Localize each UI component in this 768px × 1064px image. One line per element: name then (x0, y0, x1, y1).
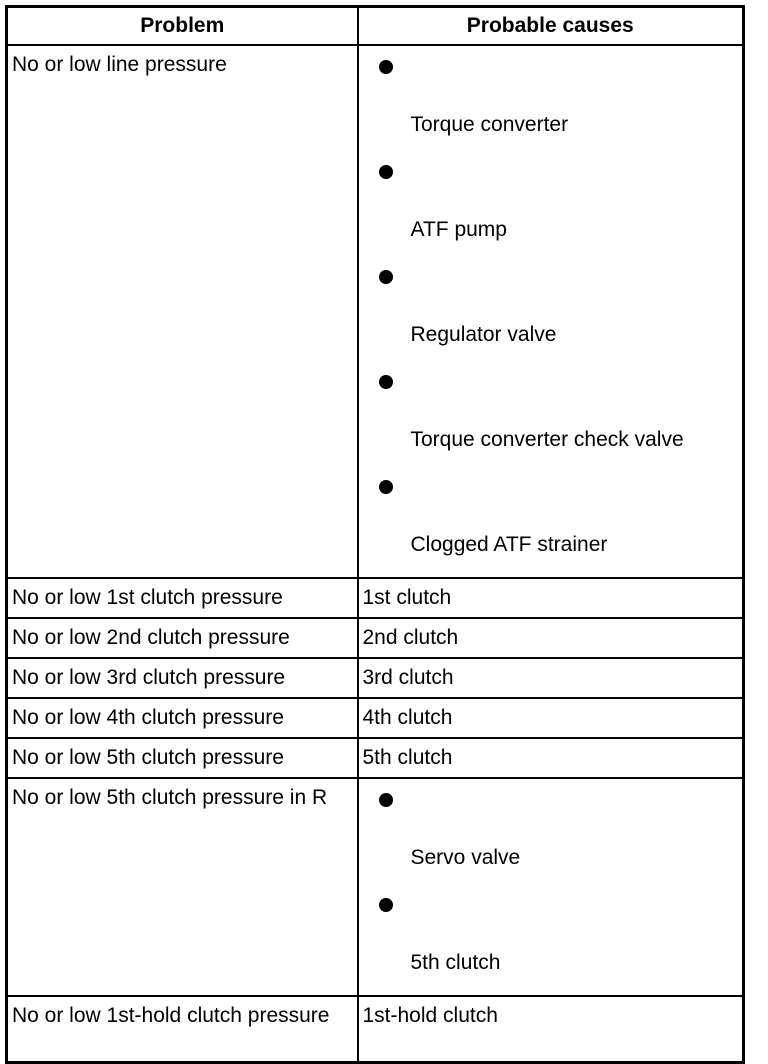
cause-item (359, 785, 743, 890)
causes-cell (358, 778, 744, 996)
cause-text: ATF pump (410, 218, 507, 241)
cause-cell: 5th clutch (358, 738, 744, 778)
bullet-icon (379, 898, 393, 912)
table-row (7, 698, 744, 738)
troubleshooting-table (5, 5, 745, 1064)
cause-cell: 1st clutch (358, 578, 744, 618)
table-row (7, 658, 744, 698)
header-causes: Probable causes (358, 7, 744, 46)
problem-cell: No or low 1st-hold clutch pressure (7, 996, 358, 1063)
cause-text: Regulator valve (410, 323, 557, 346)
cause-cell: 1st-hold clutch (358, 996, 744, 1063)
table-row (7, 618, 744, 658)
problem-cell: No or low 2nd clutch pressure (7, 618, 358, 658)
table-row (7, 738, 744, 778)
problem-cell: No or low 5th clutch pressure (7, 738, 358, 778)
bullet-icon (379, 793, 393, 807)
bullet-icon (379, 60, 393, 74)
problem-cell: No or low 4th clutch pressure (7, 698, 358, 738)
bullet-icon (379, 165, 393, 179)
cause-item (359, 367, 743, 472)
cause-item (359, 157, 743, 262)
table-row (7, 578, 744, 618)
cause-item (359, 262, 743, 367)
problem-cell: No or low 1st clutch pressure (7, 578, 358, 618)
bullet-icon (379, 375, 393, 389)
cause-item (359, 472, 743, 577)
cause-text: Clogged ATF strainer (410, 533, 608, 556)
cause-text: Torque converter check valve (410, 428, 684, 451)
problem-cell: No or low line pressure (7, 45, 358, 578)
bullet-icon (379, 270, 393, 284)
table-row (7, 996, 744, 1063)
bullet-icon (379, 480, 393, 494)
table-row (7, 778, 744, 996)
cause-item (359, 52, 743, 157)
cause-text: Torque converter (410, 113, 569, 136)
cause-cell: 3rd clutch (358, 658, 744, 698)
problem-cell: No or low 5th clutch pressure in R (7, 778, 358, 996)
cause-item (359, 890, 743, 995)
table-row (7, 45, 744, 578)
problem-cell: No or low 3rd clutch pressure (7, 658, 358, 698)
cause-cell: 4th clutch (358, 698, 744, 738)
header-row (7, 7, 744, 46)
cause-text: 5th clutch (410, 951, 501, 974)
cause-text: Servo valve (410, 846, 521, 869)
cause-cell: 2nd clutch (358, 618, 744, 658)
header-problem: Problem (7, 7, 358, 46)
causes-cell (358, 45, 744, 578)
